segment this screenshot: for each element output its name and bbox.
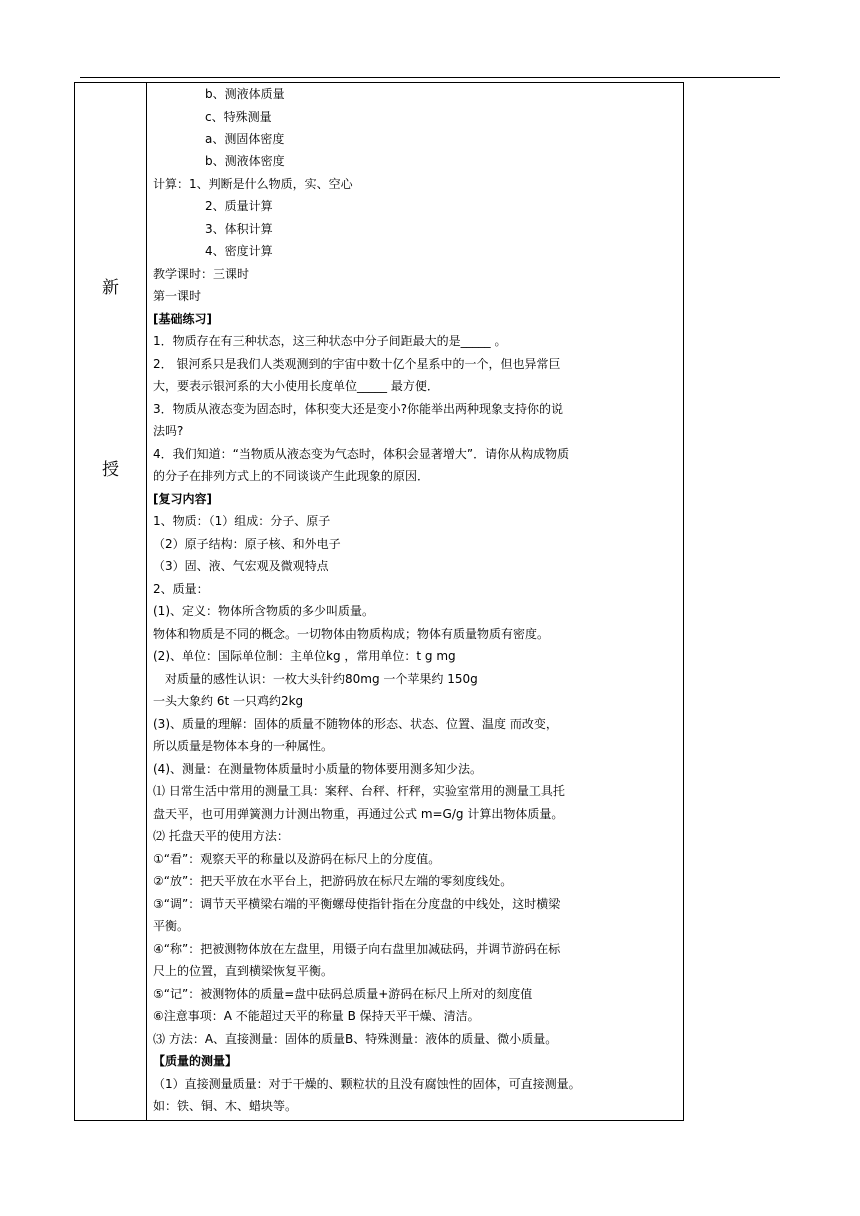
text-line: 大，要表示银河系的大小使用长度单位_____ 最方便． <box>153 379 439 393</box>
text-line: ⑵ 托盘天平的使用方法： <box>153 829 289 843</box>
text-line: 1．物质存在有三种状态，这三种状态中分子间距最大的是_____ 。 <box>153 334 507 348</box>
text-line: 第一课时 <box>153 289 202 303</box>
text-line: 盘天平，也可用弹簧测力计测出物重，再通过公式 m=G/g 计算出物体质量。 <box>153 807 564 821</box>
text-line: （1）直接测量质量：对于干燥的、颗粒状的且没有腐蚀性的固体，可直接测量。 <box>153 1077 581 1091</box>
text-line: 如：铁、铜、木、蜡块等。 <box>153 1099 298 1113</box>
text-line: ⑴ 日常生活中常用的测量工具：案秤、台秤、杆秤，实验室常用的测量工具托 <box>153 784 565 798</box>
text-line: ⑥注意事项：A 不能超过天平的称量 B 保持天平干燥、清洁。 <box>153 1009 480 1023</box>
text-line: 4、密度计算 <box>205 244 273 258</box>
text-line: 对质量的感性认识：一枚大头针约80mg 一个苹果约 150g <box>165 672 478 686</box>
text-line: 1、物质：（1）组成：分子、原子 <box>153 514 331 528</box>
section-heading: 【质量的测量】 <box>153 1054 238 1068</box>
lesson-table <box>74 82 684 1121</box>
text-line: （2）原子结构：原子核、和外电子 <box>153 537 341 551</box>
text-line: 2、质量： <box>153 582 209 596</box>
text-line: 一头大象约 6t 一只鸡约2kg <box>153 694 304 708</box>
section-heading: [基础练习] <box>153 312 212 326</box>
text-line: a、测固体密度 <box>205 132 285 146</box>
text-line: ④“称”：把被测物体放在左盘里，用镊子向右盘里加减砝码，并调节游码在标 <box>153 942 561 956</box>
text-line: 4．我们知道：“当物质从液态变为气态时，体积会显著增大”．请你从构成物质 <box>153 447 570 461</box>
text-line: (3)、质量的理解：固体的质量不随物体的形态、状态、位置、温度 而改变， <box>153 717 558 731</box>
side-label-teach: 授 <box>102 460 119 480</box>
text-line: (1)、定义：物体所含物质的多少叫质量。 <box>153 604 374 618</box>
text-line: (2)、单位：国际单位制：主单位kg ，常用单位：t g mg <box>153 649 456 663</box>
text-line: （3）固、液、气宏观及微观特点 <box>153 559 329 573</box>
text-line: b、测液体密度 <box>205 154 285 168</box>
text-line: 法吗? <box>153 424 184 438</box>
text-line: c、特殊测量 <box>205 110 272 124</box>
text-line: 尺上的位置，直到横梁恢复平衡。 <box>153 964 334 978</box>
side-label-new: 新 <box>102 278 119 298</box>
text-line: 的分子在排列方式上的不同谈谈产生此现象的原因． <box>153 469 430 483</box>
text-line: ⑤“记”：被测物体的质量=盘中砝码总质量+游码在标尺上所对的刻度值 <box>153 987 533 1001</box>
text-line: (4)、测量：在测量物体质量时小质量的物体要用测多知少法。 <box>153 762 483 776</box>
text-line: ⑶ 方法：A、直接测量：固体的质量B、特殊测量：液体的质量、微小质量。 <box>153 1032 558 1046</box>
text-line: 3．物质从液态变为固态时，体积变大还是变小?你能举出两种现象支持你的说 <box>153 402 564 416</box>
column-divider <box>146 83 147 1120</box>
text-line: 计算：1、判断是什么物质，实、空心 <box>153 177 353 191</box>
text-line: ③“调”：调节天平横梁右端的平衡螺母使指针指在分度盘的中线处，这时横梁 <box>153 897 561 911</box>
section-heading: [复习内容] <box>153 492 212 506</box>
text-line: 所以质量是物体本身的一种属性。 <box>153 739 334 753</box>
text-line: ②“放”：把天平放在水平台上，把游码放在标尺左端的零刻度线处。 <box>153 874 513 888</box>
text-line: 物体和物质是不同的概念。一切物体由物质构成；物体有质量物质有密度。 <box>153 627 550 641</box>
header-rule <box>80 77 780 78</box>
text-line: b、测液体质量 <box>205 87 285 101</box>
text-line: ①“看”：观察天平的称量以及游码在标尺上的分度值。 <box>153 852 441 866</box>
text-line: 教学课时：三课时 <box>153 267 250 281</box>
text-line: 2、质量计算 <box>205 199 273 213</box>
text-line: 3、体积计算 <box>205 222 273 236</box>
text-line: 平衡。 <box>153 919 190 933</box>
text-line: 2． 银河系只是我们人类观测到的宇宙中数十亿个星系中的一个，但也异常巨 <box>153 357 561 371</box>
